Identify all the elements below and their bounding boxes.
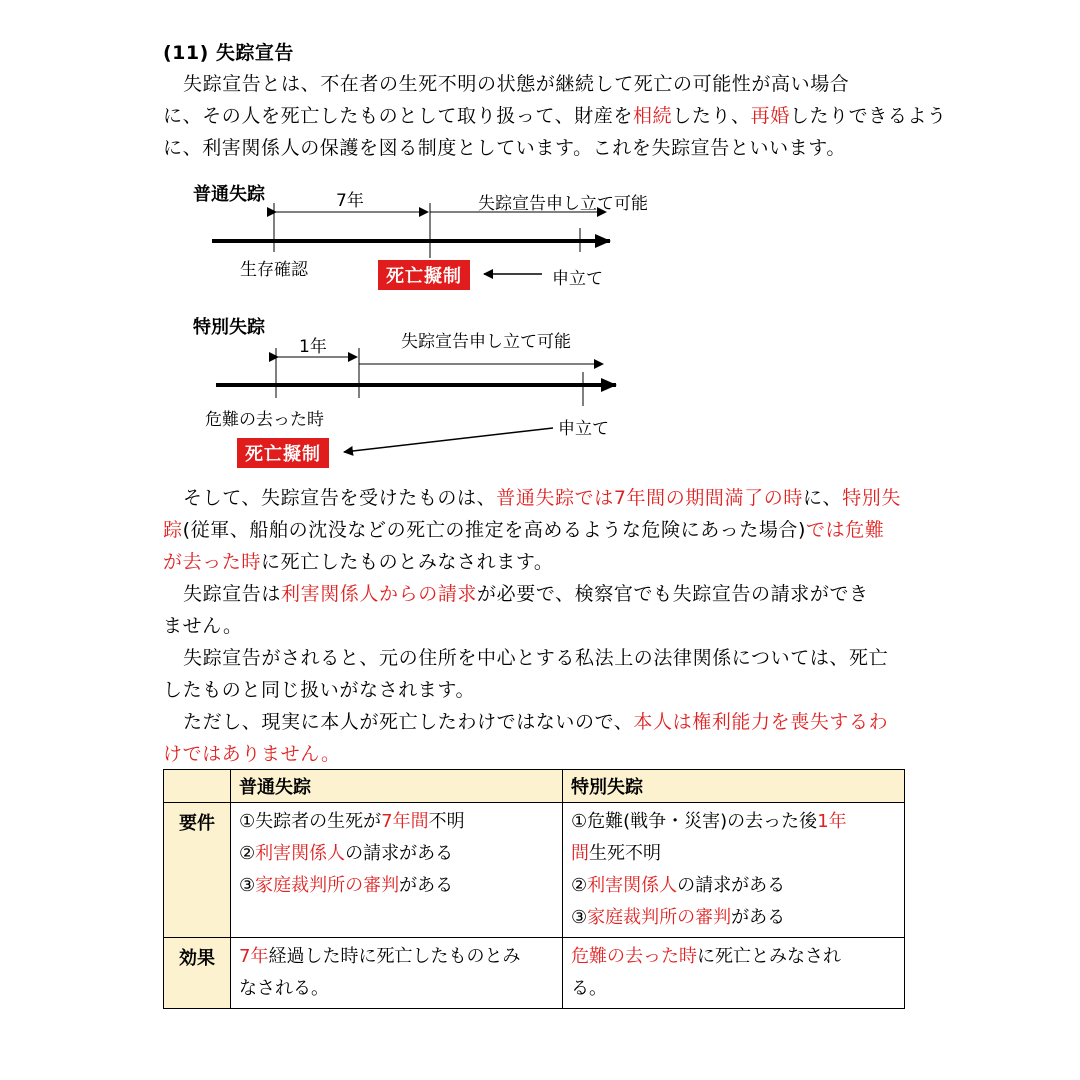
special-possible-label: 失踪宣告申し立て可能 — [401, 332, 571, 352]
highlight-text: 家庭裁判所の審判 — [587, 907, 732, 928]
text-segment: ①失踪者の生死が — [239, 811, 382, 832]
text-segment: 不明 — [428, 811, 465, 832]
text-segment: 失踪宣告は — [183, 583, 282, 605]
cell-line — [239, 941, 554, 973]
cell-line — [571, 941, 896, 973]
text-segment: (従軍、船舶の沈没などの死亡の推定を高めるような危険にあった場合) — [182, 519, 807, 541]
special-filing-label: 申立て — [558, 419, 609, 439]
text-segment: ② — [571, 875, 588, 896]
highlight-text: 7年 — [239, 946, 269, 967]
table-row-label: 効果 — [164, 938, 231, 1009]
table-cell — [231, 938, 563, 1009]
table-corner-cell — [164, 770, 231, 803]
text-segment: に死亡とみなされ — [697, 946, 841, 967]
text-segment: 経過した時に死亡したものとみ — [268, 946, 521, 967]
highlight-text: けではありません。 — [163, 743, 341, 765]
body-line — [163, 738, 923, 770]
highlight-text: 利害関係人 — [255, 843, 346, 864]
highlight-text: が去った時 — [163, 551, 262, 573]
highlight-text: 間 — [571, 843, 589, 864]
text-segment: る。 — [571, 978, 607, 999]
text-segment: がある — [731, 907, 786, 928]
cell-line — [239, 838, 554, 870]
highlight-text: 相続 — [633, 105, 673, 127]
table-cell — [563, 938, 905, 1009]
section-heading: (11) 失踪宣告 — [163, 42, 294, 64]
highlight-text: 再婚 — [750, 105, 790, 127]
highlight-text: では危難 — [806, 519, 885, 541]
special-badge-arrow — [344, 428, 553, 452]
highlight-text: 踪 — [163, 519, 183, 541]
normal-filing-label: 申立て — [552, 269, 603, 289]
table-cell — [563, 803, 905, 938]
cell-line — [239, 806, 554, 838]
text-segment: に、利害関係人の保護を図る制度としています。これを失踪宣告といいます。 — [163, 137, 846, 159]
text-segment: がある — [399, 875, 454, 896]
text-segment: に、 — [802, 487, 843, 509]
text-segment: 失踪宣告がされると、元の住所を中心とする私法上の法律関係については、死亡 — [183, 647, 889, 669]
text-segment: したりできるよう — [789, 105, 947, 127]
text-segment: の請求がある — [345, 843, 454, 864]
body-line — [163, 546, 923, 578]
cell-line — [571, 806, 896, 838]
text-segment: なされる。 — [239, 978, 329, 999]
text-segment: ません。 — [163, 615, 243, 637]
cell-line — [571, 838, 896, 870]
body-line — [163, 610, 923, 642]
table-header-special: 特別失踪 — [563, 770, 905, 803]
highlight-text: 危難の去った時 — [571, 946, 697, 967]
table-row-effects — [164, 938, 905, 1009]
cell-line — [239, 870, 554, 902]
body-line — [163, 674, 923, 706]
text-segment: に死亡したものとみなされます。 — [261, 551, 554, 573]
normal-possible-label: 失踪宣告申し立て可能 — [478, 194, 648, 214]
text-segment: したものと同じ扱いがなされます。 — [163, 679, 476, 701]
highlight-text: 利害関係人 — [587, 875, 678, 896]
highlight-text: 利害関係人からの請求 — [281, 583, 478, 605]
cell-line — [239, 973, 554, 1005]
text-segment: 失踪宣告とは、不在者の生死不明の状態が継続して死亡の可能性が高い場合 — [183, 73, 850, 95]
highlight-text: 特別失 — [842, 487, 901, 509]
summary-table — [163, 769, 905, 1009]
highlight-text: 1年 — [817, 811, 847, 832]
text-segment: ② — [239, 843, 256, 864]
body-line — [163, 706, 923, 738]
text-segment: そして、失踪宣告を受けたものは、 — [183, 487, 497, 509]
table-header-normal: 普通失踪 — [231, 770, 563, 803]
highlight-text: 7年間 — [381, 811, 429, 832]
body-line — [163, 642, 923, 674]
highlight-text: 本人は権利能力を喪失するわ — [633, 711, 889, 733]
text-segment: に、その人を死亡したものとして取り扱って、財産を — [163, 105, 634, 127]
special-timeline — [216, 348, 616, 452]
text-segment: の請求がある — [677, 875, 786, 896]
table-row-requirements — [164, 803, 905, 938]
cell-line — [571, 902, 896, 934]
table-cell — [231, 803, 563, 938]
text-segment: ①危難(戦争・災害)の去った後 — [571, 811, 818, 832]
body-line — [163, 578, 923, 610]
body-text — [163, 482, 923, 770]
special-death-badge: 死亡擬制 — [237, 438, 329, 468]
text-segment: ただし、現実に本人が死亡したわけではないので、 — [183, 711, 634, 733]
text-segment: したり、 — [672, 105, 751, 127]
body-line — [163, 482, 923, 514]
normal-title: 普通失踪 — [193, 184, 265, 205]
body-line — [163, 514, 923, 546]
cell-line — [571, 973, 896, 1005]
text-segment: が必要で、検察官でも失踪宣告の請求ができ — [477, 583, 869, 605]
table-header-row — [164, 770, 905, 803]
special-period-label: 1年 — [299, 337, 327, 357]
text-segment: 生死不明 — [589, 843, 661, 864]
cell-line — [571, 870, 896, 902]
table-row-label: 要件 — [164, 803, 231, 938]
normal-period-label: 7年 — [336, 191, 364, 211]
special-title: 特別失踪 — [193, 317, 265, 338]
text-segment: ③ — [239, 875, 256, 896]
normal-start-label: 生存確認 — [240, 260, 308, 280]
highlight-text: 家庭裁判所の審判 — [255, 875, 400, 896]
normal-death-badge: 死亡擬制 — [378, 260, 470, 290]
text-segment: ③ — [571, 907, 588, 928]
special-start-label: 危難の去った時 — [205, 410, 324, 430]
highlight-text: 普通失踪では7年間の期間満了の時 — [496, 487, 803, 509]
